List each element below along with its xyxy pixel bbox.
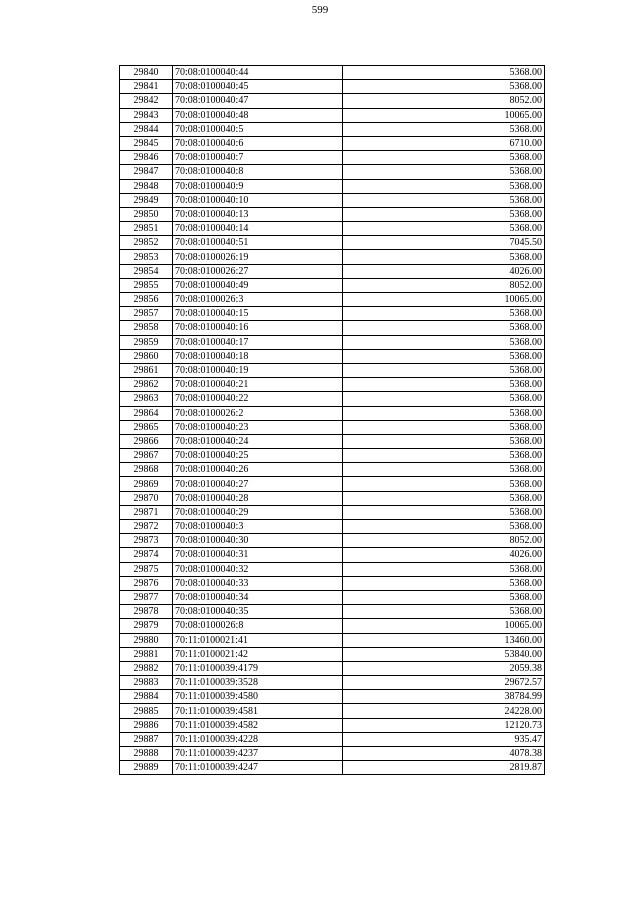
table-row	[120, 732, 545, 746]
table-row	[120, 207, 545, 221]
cadastral-number-cell: 70:08:0100040:8	[173, 165, 343, 179]
table-row	[120, 406, 545, 420]
table-row	[120, 449, 545, 463]
cadastral-number-cell: 70:08:0100040:3	[173, 520, 343, 534]
value-cell: 24228.00	[343, 704, 545, 718]
cadastral-number-cell: 70:08:0100040:6	[173, 136, 343, 150]
row-number-cell: 29873	[120, 534, 173, 548]
row-number-cell: 29872	[120, 520, 173, 534]
row-number-cell: 29886	[120, 718, 173, 732]
registry-table	[119, 65, 545, 775]
table-row	[120, 605, 545, 619]
table-row	[120, 463, 545, 477]
row-number-cell: 29882	[120, 661, 173, 675]
table-row	[120, 293, 545, 307]
cadastral-number-cell: 70:11:0100039:4247	[173, 761, 343, 775]
row-number-cell: 29865	[120, 420, 173, 434]
registry-table-body	[120, 66, 545, 775]
value-cell: 5368.00	[343, 165, 545, 179]
value-cell: 5368.00	[343, 590, 545, 604]
cadastral-number-cell: 70:08:0100040:14	[173, 222, 343, 236]
row-number-cell: 29844	[120, 122, 173, 136]
table-row	[120, 193, 545, 207]
value-cell: 7045.50	[343, 236, 545, 250]
row-number-cell: 29885	[120, 704, 173, 718]
table-row	[120, 576, 545, 590]
cadastral-number-cell: 70:08:0100040:5	[173, 122, 343, 136]
row-number-cell: 29855	[120, 278, 173, 292]
value-cell: 5368.00	[343, 491, 545, 505]
cadastral-number-cell: 70:08:0100040:19	[173, 363, 343, 377]
value-cell: 5368.00	[343, 363, 545, 377]
row-number-cell: 29862	[120, 378, 173, 392]
value-cell: 8052.00	[343, 534, 545, 548]
cadastral-number-cell: 70:08:0100040:18	[173, 349, 343, 363]
table-row	[120, 392, 545, 406]
table-row	[120, 66, 545, 80]
table-row	[120, 378, 545, 392]
value-cell: 5368.00	[343, 151, 545, 165]
table-row	[120, 747, 545, 761]
table-row	[120, 562, 545, 576]
value-cell: 8052.00	[343, 278, 545, 292]
row-number-cell: 29850	[120, 207, 173, 221]
value-cell: 4078.38	[343, 747, 545, 761]
row-number-cell: 29871	[120, 505, 173, 519]
row-number-cell: 29870	[120, 491, 173, 505]
row-number-cell: 29842	[120, 94, 173, 108]
value-cell: 5368.00	[343, 505, 545, 519]
value-cell: 5368.00	[343, 392, 545, 406]
value-cell: 5368.00	[343, 66, 545, 80]
value-cell: 5368.00	[343, 378, 545, 392]
table-row	[120, 619, 545, 633]
value-cell: 5368.00	[343, 193, 545, 207]
table-row	[120, 80, 545, 94]
cadastral-number-cell: 70:11:0100021:42	[173, 647, 343, 661]
cadastral-number-cell: 70:08:0100040:10	[173, 193, 343, 207]
cadastral-number-cell: 70:08:0100040:13	[173, 207, 343, 221]
cadastral-number-cell: 70:08:0100040:32	[173, 562, 343, 576]
row-number-cell: 29848	[120, 179, 173, 193]
table-row	[120, 520, 545, 534]
value-cell: 8052.00	[343, 94, 545, 108]
cadastral-number-cell: 70:08:0100040:22	[173, 392, 343, 406]
value-cell: 29672.57	[343, 676, 545, 690]
table-row	[120, 264, 545, 278]
table-row	[120, 633, 545, 647]
table-row	[120, 222, 545, 236]
value-cell: 4026.00	[343, 264, 545, 278]
row-number-cell: 29852	[120, 236, 173, 250]
value-cell: 935.47	[343, 732, 545, 746]
row-number-cell: 29840	[120, 66, 173, 80]
row-number-cell: 29880	[120, 633, 173, 647]
cadastral-number-cell: 70:08:0100040:26	[173, 463, 343, 477]
value-cell: 5368.00	[343, 80, 545, 94]
table-row	[120, 647, 545, 661]
row-number-cell: 29841	[120, 80, 173, 94]
cadastral-number-cell: 70:08:0100026:19	[173, 250, 343, 264]
value-cell: 10065.00	[343, 293, 545, 307]
value-cell: 5368.00	[343, 222, 545, 236]
page-number: 599	[311, 4, 329, 16]
table-row	[120, 491, 545, 505]
table-row	[120, 590, 545, 604]
table-row	[120, 434, 545, 448]
cadastral-number-cell: 70:08:0100026:2	[173, 406, 343, 420]
cadastral-number-cell: 70:11:0100039:4582	[173, 718, 343, 732]
table-row	[120, 94, 545, 108]
table-row	[120, 477, 545, 491]
value-cell: 5368.00	[343, 406, 545, 420]
value-cell: 2059.38	[343, 661, 545, 675]
value-cell: 2819.87	[343, 761, 545, 775]
row-number-cell: 29883	[120, 676, 173, 690]
cadastral-number-cell: 70:08:0100040:24	[173, 434, 343, 448]
value-cell: 13460.00	[343, 633, 545, 647]
value-cell: 5368.00	[343, 520, 545, 534]
table-row	[120, 321, 545, 335]
cadastral-number-cell: 70:08:0100026:8	[173, 619, 343, 633]
row-number-cell: 29879	[120, 619, 173, 633]
row-number-cell: 29858	[120, 321, 173, 335]
table-row	[120, 718, 545, 732]
value-cell: 5368.00	[343, 562, 545, 576]
cadastral-number-cell: 70:08:0100040:15	[173, 307, 343, 321]
table-row	[120, 122, 545, 136]
cadastral-number-cell: 70:08:0100040:35	[173, 605, 343, 619]
value-cell: 38784.99	[343, 690, 545, 704]
cadastral-number-cell: 70:08:0100040:29	[173, 505, 343, 519]
row-number-cell: 29857	[120, 307, 173, 321]
row-number-cell: 29856	[120, 293, 173, 307]
cadastral-number-cell: 70:08:0100040:47	[173, 94, 343, 108]
row-number-cell: 29845	[120, 136, 173, 150]
table-row	[120, 661, 545, 675]
row-number-cell: 29888	[120, 747, 173, 761]
table-row	[120, 534, 545, 548]
row-number-cell: 29889	[120, 761, 173, 775]
table-row	[120, 136, 545, 150]
row-number-cell: 29874	[120, 548, 173, 562]
table-row	[120, 704, 545, 718]
cadastral-number-cell: 70:08:0100040:49	[173, 278, 343, 292]
value-cell: 5368.00	[343, 420, 545, 434]
value-cell: 5368.00	[343, 463, 545, 477]
row-number-cell: 29861	[120, 363, 173, 377]
table-row	[120, 179, 545, 193]
row-number-cell: 29884	[120, 690, 173, 704]
cadastral-number-cell: 70:08:0100040:23	[173, 420, 343, 434]
row-number-cell: 29851	[120, 222, 173, 236]
cadastral-number-cell: 70:11:0100039:4580	[173, 690, 343, 704]
value-cell: 10065.00	[343, 108, 545, 122]
value-cell: 6710.00	[343, 136, 545, 150]
cadastral-number-cell: 70:08:0100040:9	[173, 179, 343, 193]
table-row	[120, 335, 545, 349]
row-number-cell: 29878	[120, 605, 173, 619]
table-row	[120, 420, 545, 434]
row-number-cell: 29887	[120, 732, 173, 746]
row-number-cell: 29867	[120, 449, 173, 463]
table-row	[120, 349, 545, 363]
table-row	[120, 307, 545, 321]
cadastral-number-cell: 70:08:0100026:27	[173, 264, 343, 278]
table-row	[120, 505, 545, 519]
value-cell: 5368.00	[343, 207, 545, 221]
value-cell: 5368.00	[343, 576, 545, 590]
row-number-cell: 29843	[120, 108, 173, 122]
cadastral-number-cell: 70:08:0100040:45	[173, 80, 343, 94]
value-cell: 5368.00	[343, 321, 545, 335]
table-row	[120, 236, 545, 250]
value-cell: 5368.00	[343, 449, 545, 463]
cadastral-number-cell: 70:11:0100039:4179	[173, 661, 343, 675]
cadastral-number-cell: 70:11:0100039:3528	[173, 676, 343, 690]
row-number-cell: 29860	[120, 349, 173, 363]
value-cell: 5368.00	[343, 335, 545, 349]
row-number-cell: 29854	[120, 264, 173, 278]
value-cell: 5368.00	[343, 477, 545, 491]
row-number-cell: 29846	[120, 151, 173, 165]
row-number-cell: 29859	[120, 335, 173, 349]
value-cell: 5368.00	[343, 605, 545, 619]
cadastral-number-cell: 70:08:0100026:3	[173, 293, 343, 307]
cadastral-number-cell: 70:08:0100040:51	[173, 236, 343, 250]
cadastral-number-cell: 70:11:0100039:4237	[173, 747, 343, 761]
row-number-cell: 29877	[120, 590, 173, 604]
cadastral-number-cell: 70:08:0100040:34	[173, 590, 343, 604]
table-row	[120, 278, 545, 292]
row-number-cell: 29869	[120, 477, 173, 491]
cadastral-number-cell: 70:11:0100039:4581	[173, 704, 343, 718]
row-number-cell: 29875	[120, 562, 173, 576]
row-number-cell: 29876	[120, 576, 173, 590]
cadastral-number-cell: 70:08:0100040:16	[173, 321, 343, 335]
table-row	[120, 363, 545, 377]
cadastral-number-cell: 70:08:0100040:44	[173, 66, 343, 80]
cadastral-number-cell: 70:11:0100021:41	[173, 633, 343, 647]
table-row	[120, 108, 545, 122]
cadastral-number-cell: 70:08:0100040:28	[173, 491, 343, 505]
cadastral-number-cell: 70:08:0100040:25	[173, 449, 343, 463]
table-row	[120, 250, 545, 264]
cadastral-number-cell: 70:08:0100040:17	[173, 335, 343, 349]
value-cell: 5368.00	[343, 434, 545, 448]
row-number-cell: 29847	[120, 165, 173, 179]
value-cell: 53840.00	[343, 647, 545, 661]
row-number-cell: 29881	[120, 647, 173, 661]
table-row	[120, 165, 545, 179]
value-cell: 12120.73	[343, 718, 545, 732]
row-number-cell: 29863	[120, 392, 173, 406]
value-cell: 4026.00	[343, 548, 545, 562]
table-row	[120, 761, 545, 775]
table-row	[120, 690, 545, 704]
cadastral-number-cell: 70:08:0100040:7	[173, 151, 343, 165]
table-row	[120, 548, 545, 562]
table-row	[120, 151, 545, 165]
cadastral-number-cell: 70:11:0100039:4228	[173, 732, 343, 746]
cadastral-number-cell: 70:08:0100040:33	[173, 576, 343, 590]
table-row	[120, 676, 545, 690]
cadastral-number-cell: 70:08:0100040:21	[173, 378, 343, 392]
cadastral-number-cell: 70:08:0100040:48	[173, 108, 343, 122]
value-cell: 10065.00	[343, 619, 545, 633]
value-cell: 5368.00	[343, 307, 545, 321]
cadastral-number-cell: 70:08:0100040:31	[173, 548, 343, 562]
row-number-cell: 29866	[120, 434, 173, 448]
row-number-cell: 29864	[120, 406, 173, 420]
value-cell: 5368.00	[343, 250, 545, 264]
value-cell: 5368.00	[343, 179, 545, 193]
cadastral-number-cell: 70:08:0100040:27	[173, 477, 343, 491]
value-cell: 5368.00	[343, 349, 545, 363]
row-number-cell: 29849	[120, 193, 173, 207]
cadastral-number-cell: 70:08:0100040:30	[173, 534, 343, 548]
value-cell: 5368.00	[343, 122, 545, 136]
row-number-cell: 29868	[120, 463, 173, 477]
row-number-cell: 29853	[120, 250, 173, 264]
